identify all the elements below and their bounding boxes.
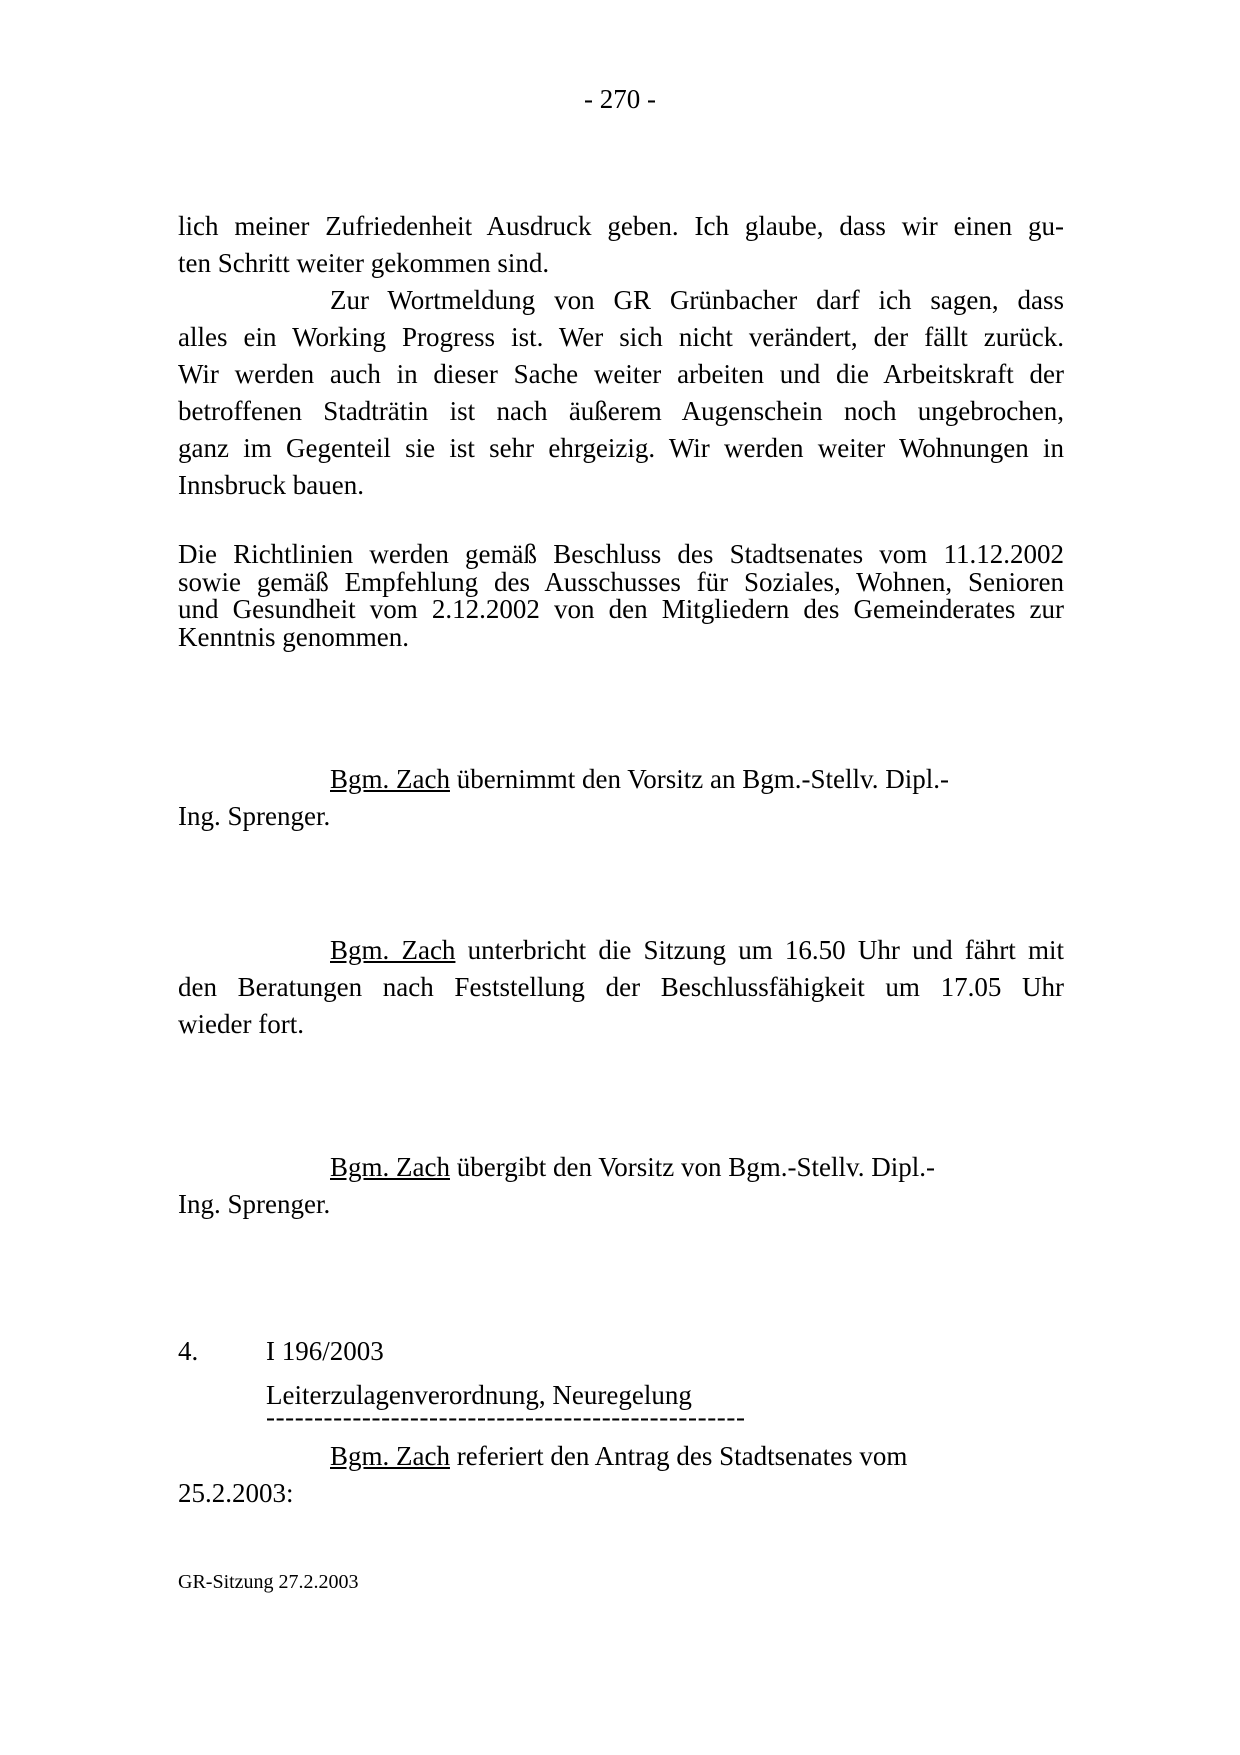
text-line (178, 932, 1064, 969)
speaker-name: Bgm. Zach (330, 935, 456, 965)
text-line (178, 1149, 1064, 1186)
speaker-name: Bgm. Zach (330, 764, 450, 794)
agenda-item-title-underline: -------------------------------------------------- (266, 1402, 746, 1432)
page-number: - 270 - (584, 84, 656, 114)
text-line: Die Richtlinien werden gemäß Beschluss des Stadtsenates vom 11.12.2002 (178, 539, 1064, 569)
text-line: betroffenen Stadträtin ist nach äußerem Augenschein noch ungebrochen, (178, 396, 1064, 426)
text-line: den Beratungen nach Feststellung der Beschlussfähigkeit um 17.05 Uhr (178, 972, 1064, 1002)
text-line: Innsbruck bauen. (178, 470, 364, 500)
agenda-item-number-line (178, 1333, 384, 1370)
speaker-name: Bgm. Zach (330, 1152, 450, 1182)
agenda-item-date-line: 25.2.2003: (178, 1478, 294, 1508)
text-run: übergibt den Vorsitz von Bgm.-Stellv. Dipl.- (449, 1152, 935, 1182)
text-line (178, 761, 1064, 798)
text-line (178, 1438, 1064, 1475)
paragraph-resolution (178, 541, 1064, 651)
page-footer: GR-Sitzung 27.2.2003 (178, 1571, 359, 1593)
agenda-item-ref: I 196/2003 (266, 1336, 384, 1366)
text-line: sowie gemäß Empfehlung des Ausschusses für Soziales, Wohnen, Senioren (178, 566, 1064, 597)
text-run: referiert den Antrag des Stadtsenates vom (449, 1441, 908, 1471)
text-line: alles ein Working Progress ist. Wer sich nicht verändert, der fällt zurück. (178, 322, 1064, 352)
agenda-item-title: Leiterzulagenverordnung, Neuregelung (266, 1380, 692, 1410)
text-line: und Gesundheit vom 2.12.2002 von den Mitgliedern des Gemeinderates zur (178, 594, 1064, 624)
text-line: ten Schritt weiter gekommen sind. (178, 248, 550, 278)
speaker-name: Bgm. Zach (330, 1441, 450, 1471)
text-run: übernimmt den Vorsitz an Bgm.-Stellv. Dipl.- (449, 764, 949, 794)
text-line: ganz im Gegenteil sie ist sehr ehrgeizig. Wir werden weiter Wohnungen in (178, 433, 1064, 463)
text-line: lich meiner Zufriedenheit Ausdruck geben. Ich glaube, dass wir einen gu- (178, 211, 1064, 241)
agenda-item-speaker-line (178, 1438, 1064, 1475)
text-line: Ing. Sprenger. (178, 801, 331, 831)
paragraph-intro (178, 208, 1064, 504)
paragraph-chair-takeover (178, 761, 1064, 835)
text-line: Wir werden auch in dieser Sache weiter arbeiten und die Arbeitskraft der (178, 359, 1064, 389)
text-line: wieder fort. (178, 1009, 304, 1039)
agenda-item-number: 4. (178, 1336, 199, 1366)
text-line: Ing. Sprenger. (178, 1189, 331, 1219)
paragraph-session-interruption (178, 932, 1064, 1043)
text-line: Zur Wortmeldung von GR Grünbacher darf ich sagen, dass (330, 285, 1064, 315)
text-line: Kenntnis genommen. (178, 621, 409, 652)
paragraph-chair-handover (178, 1149, 1064, 1223)
text-run: unterbricht die Sitzung um 16.50 Uhr und fährt mit (455, 935, 1064, 965)
